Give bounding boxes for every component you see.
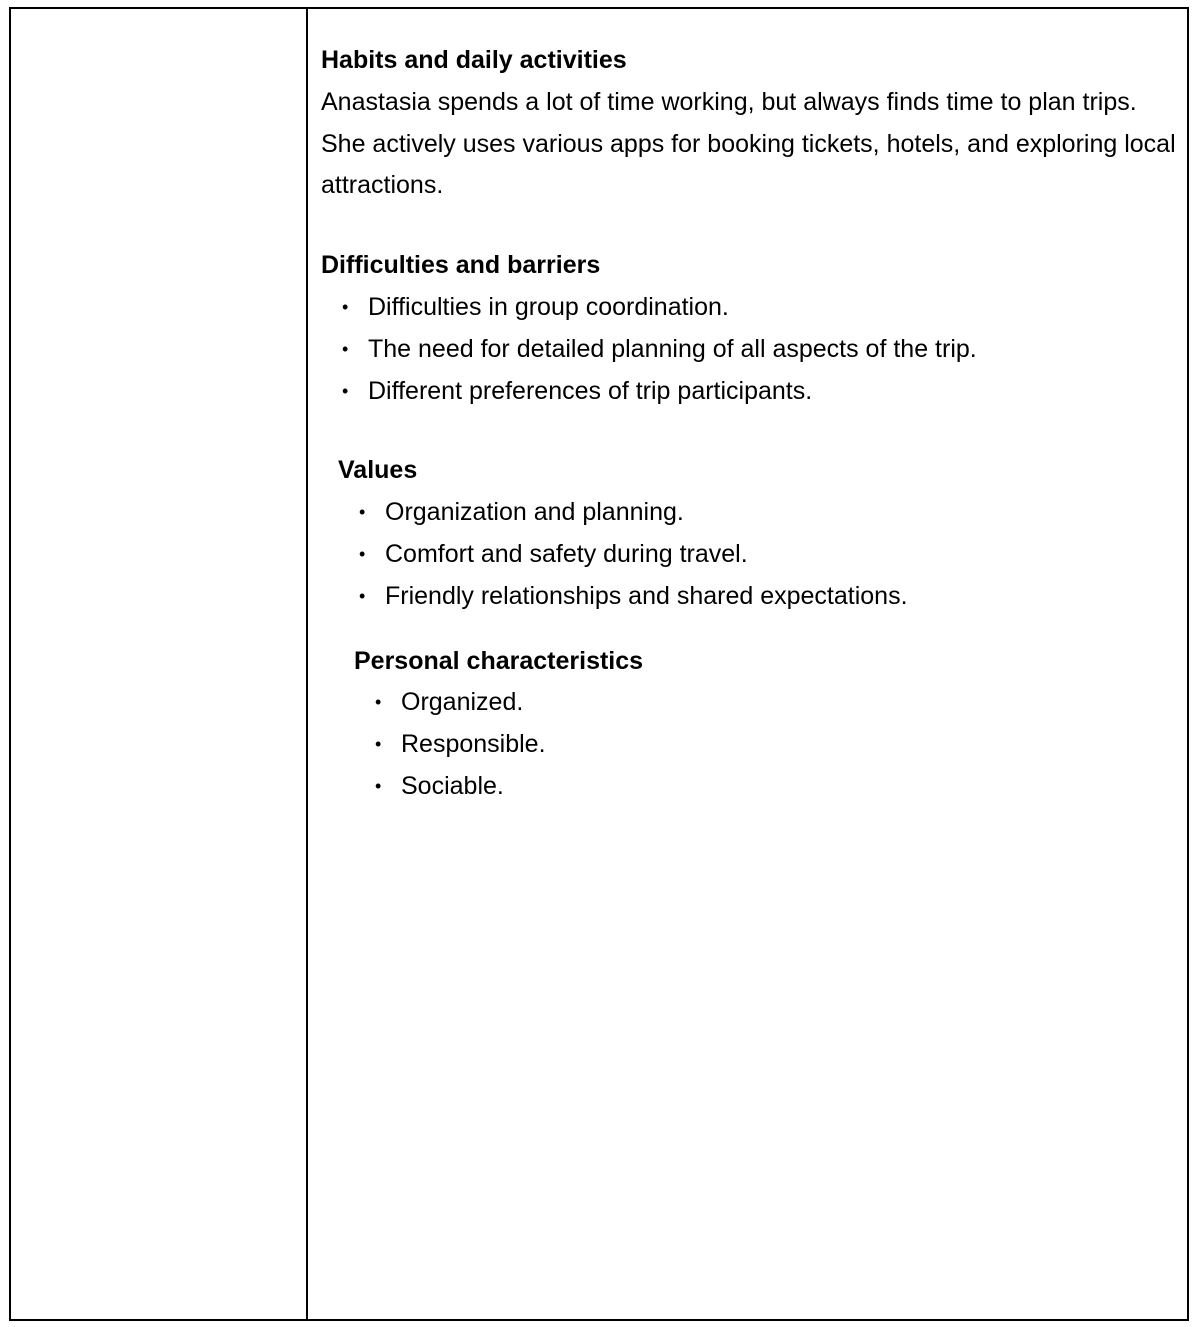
spacer [321,207,1177,245]
list-item-text: Different preferences of trip participants. [368,376,813,405]
values-list [338,492,1177,617]
difficulties-section [321,245,1177,412]
left-cell-empty [11,9,306,1319]
list-item-text: Organization and planning. [385,498,684,527]
bullet-icon: • [342,296,349,317]
list-item-text: Comfort and safety during travel. [385,539,748,568]
list-item [338,492,1177,534]
list-item-text: Friendly relationships and shared expectations. [385,581,908,610]
bullet-icon: • [359,543,366,564]
bullet-icon: • [342,380,349,401]
list-item-text: The need for detailed planning of all aspects of the trip. [368,334,977,363]
habits-title: Habits and daily activities [321,46,627,74]
list-item-text: Responsible. [401,730,546,759]
habits-section [321,40,1177,207]
bullet-icon: • [375,734,382,755]
list-item-text: Organized. [401,688,524,717]
list-item [354,766,1177,808]
list-item [338,534,1177,576]
list-item [354,682,1177,724]
habits-text: Anastasia spends a lot of time working, but always finds time to plan trips. She actively uses various apps for booking tickets, hotels, and exploring local attractions. [321,87,1176,200]
spacer [321,412,1177,450]
list-item [321,329,1177,371]
list-item-text: Sociable. [401,771,504,800]
difficulties-list [321,287,1177,412]
bullet-icon: • [359,502,366,523]
list-item-text: Difficulties in group coordination. [368,292,729,321]
personal-section [354,641,1177,808]
right-cell-content [321,40,1177,808]
list-item [321,371,1177,413]
bullet-icon: • [359,585,366,606]
bullet-icon: • [375,692,382,713]
list-item [321,287,1177,329]
list-item [354,724,1177,766]
spacer [321,618,1177,641]
bullet-icon: • [375,775,382,796]
personal-list [354,682,1177,807]
column-divider [306,7,308,1321]
bullet-icon: • [342,338,349,359]
difficulties-title: Difficulties and barriers [321,251,601,280]
list-item [338,576,1177,618]
personal-title: Personal characteristics [354,646,644,675]
values-section [338,450,1177,617]
values-title: Values [338,456,418,485]
